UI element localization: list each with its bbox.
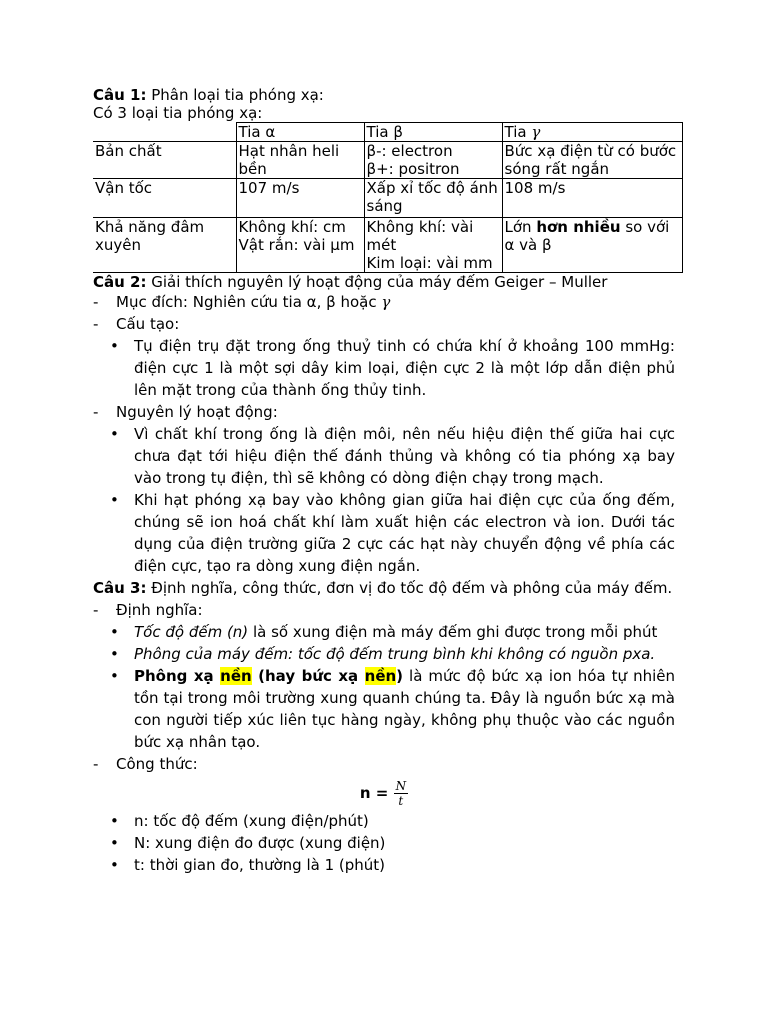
q2-heading bbox=[93, 273, 675, 291]
q3-formula-label: - Công thức: bbox=[93, 753, 675, 775]
q2-label: Câu 2: bbox=[93, 273, 147, 291]
ray-comparison-table bbox=[93, 122, 683, 273]
list-item: • N: xung điện đo được (xung điện) bbox=[93, 832, 675, 854]
table-cell: Bức xạ điện từ có bước sóng rất ngắn bbox=[502, 142, 682, 179]
q2-purpose: - Mục đích: Nghiên cứu tia α, β hoặc γ bbox=[93, 291, 675, 313]
q2-structure-label: - Cấu tạo: bbox=[93, 313, 675, 335]
highlight: nền bbox=[364, 667, 397, 685]
list-item: • t: thời gian đo, thường là 1 (phút) bbox=[93, 854, 675, 876]
q2-title: Giải thích nguyên lý hoạt động của máy đếm Geiger – Muller bbox=[146, 273, 608, 291]
list-item: • Tụ điện trụ đặt trong ống thuỷ tinh có chứa khí ở khoảng 100 mmHg: điện cực 1 là một sợi dây kim loại, điện cực 2 là một lớp dẫn điện phủ lên mặt trong của thành ống thủy tinh. bbox=[93, 335, 675, 401]
q3-heading bbox=[93, 577, 675, 599]
table-header-alpha: Tia α bbox=[236, 123, 364, 142]
table-row bbox=[93, 218, 682, 273]
table-cell: Hạt nhân heli bền bbox=[236, 142, 364, 179]
table-header-gamma: Tia γ bbox=[502, 123, 682, 142]
table-row bbox=[93, 179, 682, 218]
q1-title: Phân loại tia phóng xạ: bbox=[146, 86, 324, 104]
list-item: • Vì chất khí trong ống là điện môi, nên nếu hiệu điện thế giữa hai cực chưa đạt tới hiệu điện thế đánh thủng và không có tia phóng xạ bay vào trong tụ điện, thì sẽ không có dòng điện chạy trong mạch. bbox=[93, 423, 675, 489]
q2-principle-label: - Nguyên lý hoạt động: bbox=[93, 401, 675, 423]
table-header-row bbox=[93, 123, 682, 142]
list-item: • Khi hạt phóng xạ bay vào không gian giữa hai điện cực của ống đếm, chúng sẽ ion hoá chất khí làm xuất hiện các electron và ion. Dưới tác dụng của điện trường giữa 2 cực các hạt này chuyển động về phía các điện cực, tạo ra dòng xung điện ngắn. bbox=[93, 489, 675, 577]
table-cell: Không khí: cm Vật rắn: vài µm bbox=[236, 218, 364, 273]
q1-intro: Có 3 loại tia phóng xạ: bbox=[93, 104, 263, 122]
formula: n = $\frac{N}{t}$ bbox=[359, 779, 407, 808]
list-item: • Tốc độ đếm (n) là số xung điện mà máy đếm ghi được trong mỗi phút bbox=[93, 621, 675, 643]
q3-definition-label: - Định nghĩa: bbox=[93, 599, 675, 621]
list-item: • Phông xạ nền (hay bức xạ nền) là mức độ bức xạ ion hóa tự nhiên tồn tại trong môi trường xung quanh chúng ta. Đây là nguồn bức xạ mà con người tiếp xúc liên tục hàng ngày, không phụ thuộc vào các nguồn bức xạ nhân tạo. bbox=[93, 665, 675, 753]
table-cell: Khả năng đâm xuyên bbox=[93, 218, 236, 273]
table-cell: Bản chất bbox=[93, 142, 236, 179]
list-item: • n: tốc độ đếm (xung điện/phút) bbox=[93, 810, 675, 832]
q3-title: Định nghĩa, công thức, đơn vị đo tốc độ đếm và phông của máy đếm. bbox=[146, 579, 673, 597]
table-header-empty bbox=[93, 123, 236, 142]
q3-label: Câu 3: bbox=[93, 579, 147, 597]
fraction: $\frac{N}{t}$ bbox=[395, 779, 407, 808]
table-cell: Không khí: vài mét Kim loại: vài mm bbox=[364, 218, 502, 273]
document-page bbox=[93, 86, 675, 876]
table-cell: 107 m/s bbox=[236, 179, 364, 218]
table-cell: β-: electron β+: positron bbox=[364, 142, 502, 179]
table-cell: 108 m/s bbox=[502, 179, 682, 218]
table-cell: Xấp xỉ tốc độ ánh sáng bbox=[364, 179, 502, 218]
table-cell-gamma-penetration: Lớn hơn nhiều so với α và β bbox=[502, 218, 682, 273]
table-row bbox=[93, 142, 682, 179]
table-cell: Vận tốc bbox=[93, 179, 236, 218]
q1-heading bbox=[93, 86, 675, 104]
list-item: • Phông của máy đếm: tốc độ đếm trung bình khi không có nguồn pxa. bbox=[93, 643, 675, 665]
table-header-beta: Tia β bbox=[364, 123, 502, 142]
q1-label: Câu 1: bbox=[93, 86, 147, 104]
highlight: nền bbox=[220, 667, 252, 685]
